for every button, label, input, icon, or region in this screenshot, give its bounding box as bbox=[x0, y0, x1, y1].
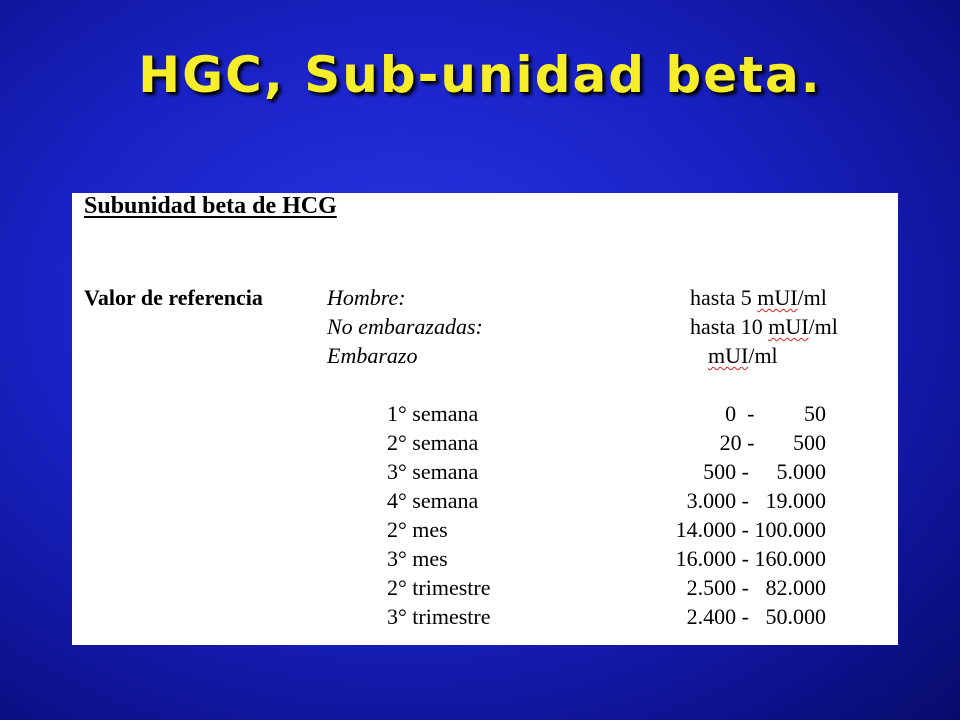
category-pregnancy: Embarazo bbox=[327, 343, 418, 368]
category-pregnancy-unit bbox=[708, 343, 778, 369]
reference-label: Valor de referencia bbox=[84, 285, 263, 310]
period-label: 2° trimestre bbox=[387, 575, 491, 600]
unit-mui: mUI bbox=[757, 285, 798, 310]
table-row bbox=[72, 546, 898, 575]
range-value: 2.500 - 82.000 bbox=[686, 575, 826, 600]
value-prefix: hasta 5 bbox=[690, 285, 758, 310]
range-value: 20 - 500 bbox=[719, 430, 826, 455]
table-row bbox=[72, 459, 898, 488]
period-label: 2° semana bbox=[387, 430, 479, 455]
category-men: Hombre: bbox=[327, 285, 406, 310]
range-value: 2.400 - 50.000 bbox=[686, 604, 826, 629]
period-label: 3° mes bbox=[387, 546, 448, 571]
value-prefix: hasta 10 bbox=[690, 314, 769, 339]
table-row bbox=[72, 575, 898, 604]
reference-table-image bbox=[72, 193, 898, 645]
period-label: 3° semana bbox=[387, 459, 479, 484]
slide-title: HGC, Sub-unidad beta. bbox=[138, 46, 822, 104]
table-row bbox=[72, 604, 898, 633]
period-label: 1° semana bbox=[387, 401, 479, 426]
category-men-value bbox=[690, 285, 827, 311]
range-value: 14.000 - 100.000 bbox=[675, 517, 826, 542]
table-heading: Subunidad beta de HCG bbox=[84, 193, 337, 219]
table-row bbox=[72, 430, 898, 459]
unit-mui: mUI bbox=[768, 314, 809, 339]
range-value: 3.000 - 19.000 bbox=[686, 488, 826, 513]
period-label: 4° semana bbox=[387, 488, 479, 513]
range-value: 16.000 - 160.000 bbox=[675, 546, 826, 571]
table-row bbox=[72, 401, 898, 430]
unit-mui: mUI bbox=[708, 343, 749, 368]
table-row bbox=[72, 517, 898, 546]
period-label: 3° trimestre bbox=[387, 604, 491, 629]
category-non-pregnant-value bbox=[690, 314, 838, 340]
unit-ml: /ml bbox=[748, 343, 778, 368]
category-non-pregnant: No embarazadas: bbox=[327, 314, 483, 339]
table-row bbox=[72, 488, 898, 517]
unit-ml: /ml bbox=[797, 285, 827, 310]
range-value: 0 - 50 bbox=[725, 401, 826, 426]
period-label: 2° mes bbox=[387, 517, 448, 542]
unit-ml: /ml bbox=[808, 314, 838, 339]
range-value: 500 - 5.000 bbox=[703, 459, 826, 484]
